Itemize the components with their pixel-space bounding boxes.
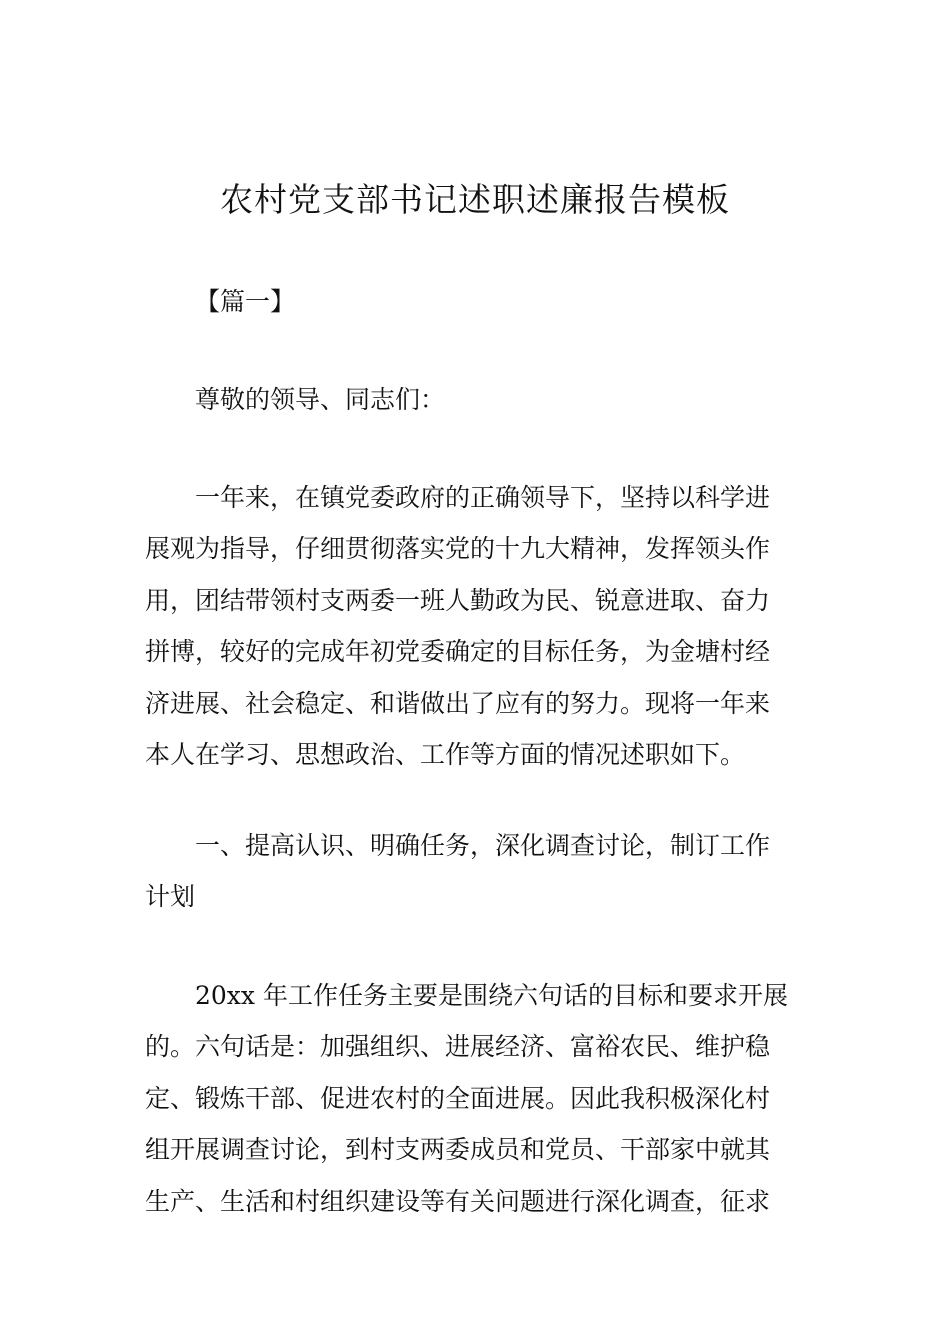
paragraph-work-tasks: 20xx 年工作任务主要是围绕六句话的目标和要求开展 的。六句话是：加强组织、进展经济、富裕农民、维护稳 定、锻炼干部、促进农村的全面进展。因此我积极深化村 组开展调查讨论，到村支两委成员和党员、干部家中就其 生产、生活和村组织建设等有关问题进行深化调查，征求 [145,981,788,1216]
document-title: 农村党支部书记述职述廉报告模板 [220,180,730,219]
section-label: 【篇一】 [195,287,296,316]
paragraph-intro: 一年来，在镇党委政府的正确领导下，坚持以科学进 展观为指导，仔细贯彻落实党的十九大精神，发挥领头作 用，团结带领村支两委一班人勤政为民、锐意进取、奋力 拼博，较好的完成年初党委确定的目标任务，为金塘村经 济进展、社会稳定、和谐做出了应有的努力。现将一年来 本人在学习、思想政治、工作等方面的情况述职如下。 [145,483,771,770]
section-heading-1: 一、提高认识、明确任务，深化调查讨论，制订工作 计划 [145,831,771,912]
salutation: 尊敬的领导、同志们： [195,385,446,414]
